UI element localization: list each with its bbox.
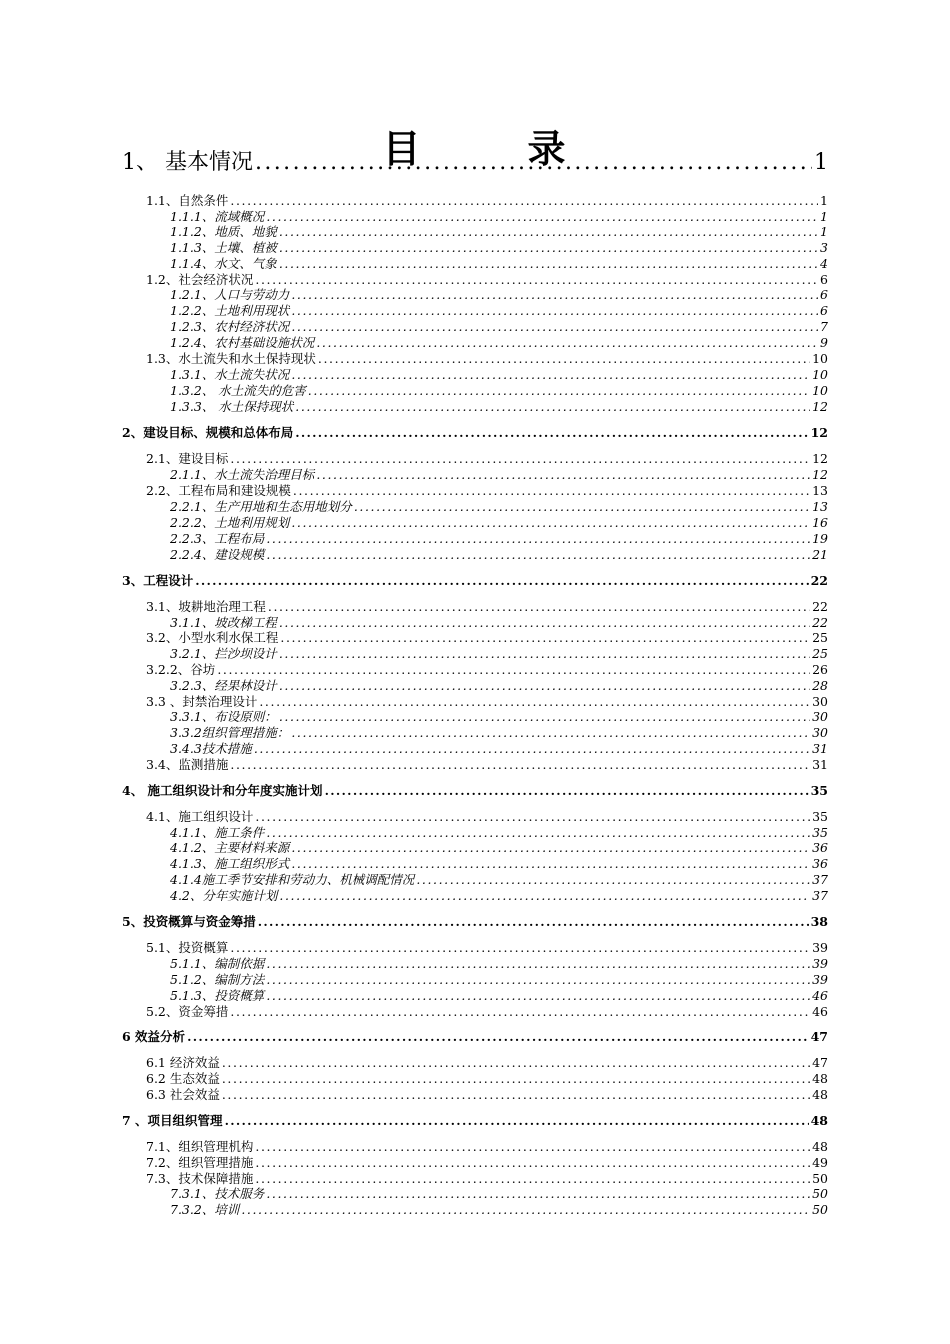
dot-leader [325, 783, 809, 798]
toc-entry-label: 6.3 社会效益 [146, 1087, 220, 1102]
toc-entry[interactable] [170, 303, 828, 318]
toc-entry-label: 5.1.1、编制依据 [170, 956, 265, 971]
dot-leader [266, 988, 810, 1003]
toc-entry-label: 4.1.3、施工组织形式 [170, 856, 290, 871]
toc-entry-page: 50 [812, 1171, 828, 1186]
toc-entry-label: 4.1.2、主要材料来源 [170, 840, 290, 855]
toc-entry-page: 30 [812, 694, 828, 709]
toc-entry-page: 22 [812, 599, 828, 614]
toc-entry-page: 39 [812, 940, 828, 955]
toc-entry-label: 2.1.1、水土流失治理目标 [170, 467, 315, 482]
toc-entry-page: 10 [812, 351, 828, 366]
dot-leader [266, 956, 810, 971]
toc-entry[interactable] [170, 256, 828, 271]
toc-entry-label: 1.2.1、人口与劳动力 [170, 287, 290, 302]
toc-entry-page: 35 [812, 809, 828, 824]
dot-leader [266, 531, 810, 546]
dot-leader [291, 287, 818, 302]
toc-entry-page: 50 [812, 1186, 828, 1201]
toc-entry[interactable] [146, 483, 828, 498]
toc-entry-page: 7 [820, 319, 828, 334]
toc-title-char-1: 目 [382, 126, 423, 171]
toc-entry-label: 1、 基本情况 [122, 150, 253, 175]
toc-entry[interactable] [170, 467, 828, 482]
toc-entry-label: 4、 施工组织设计和分年度实施计划 [122, 783, 323, 798]
toc-entry-label: 1.1、自然条件 [146, 193, 229, 208]
toc-entry-label: 3.2.2、谷坊 [146, 662, 216, 677]
toc-entry[interactable] [146, 351, 828, 366]
dot-leader [279, 224, 818, 239]
toc-entry-label: 7.3、技术保障措施 [146, 1171, 254, 1186]
toc-entry-label: 5.1.3、投资概算 [170, 988, 265, 1003]
toc-entry-label: 1.3、水土流失和水土保持现状 [146, 351, 316, 366]
toc-entry[interactable] [146, 1155, 828, 1170]
dot-leader [280, 630, 810, 645]
toc-entry-label: 4.1.1、施工条件 [170, 825, 265, 840]
toc-entry-label: 3.2.1、拦沙坝设计 [170, 646, 277, 661]
toc-entry[interactable] [170, 1202, 828, 1217]
toc-entry[interactable] [170, 840, 828, 855]
dot-leader [255, 272, 818, 287]
dot-leader [230, 757, 810, 772]
toc-entry-label: 1.2.4、农村基础设施状况 [170, 335, 315, 350]
toc-entry-label: 1.3.3、 水土保持现状 [170, 399, 294, 414]
toc-entry[interactable] [170, 872, 828, 887]
toc-entry[interactable] [146, 451, 828, 466]
toc-entry[interactable] [170, 383, 828, 398]
toc-entry-page: 12 [812, 399, 828, 414]
toc-entry-page: 37 [812, 872, 828, 887]
toc-entry-label: 3.1、坡耕地治理工程 [146, 599, 266, 614]
dot-leader [255, 1155, 810, 1170]
dot-leader [316, 467, 810, 482]
toc-entry[interactable] [146, 694, 828, 709]
dot-leader [291, 303, 818, 318]
toc-entry[interactable] [170, 224, 828, 239]
toc-entry-page: 12 [812, 451, 828, 466]
dot-leader [279, 646, 810, 661]
toc-entry-label: 4.1、施工组织设计 [146, 809, 254, 824]
toc-entry-label: 3.2、小型水利水保工程 [146, 630, 279, 645]
dot-leader [279, 256, 818, 271]
toc-entry-label: 1.3.2、 水土流失的危害 [170, 383, 306, 398]
toc-entry-page: 1 [814, 150, 828, 175]
toc-entry-page: 30 [812, 725, 828, 740]
toc-entry-label: 7.2、组织管理措施 [146, 1155, 254, 1170]
toc-entry[interactable] [170, 988, 828, 1003]
toc-entry[interactable] [170, 1186, 828, 1201]
toc-entry-page: 22 [810, 573, 828, 588]
toc-entry-label: 1.2、社会经济状况 [146, 272, 254, 287]
toc-entry-page: 47 [810, 1029, 828, 1044]
toc-entry-page: 36 [812, 856, 828, 871]
toc-entry-label: 2.2.2、土地利用规划 [170, 515, 290, 530]
toc-entry-page: 26 [812, 662, 828, 677]
toc-entry[interactable] [170, 825, 828, 840]
toc-entry[interactable] [122, 914, 828, 929]
toc-entry[interactable] [122, 151, 828, 175]
toc-entry-page: 25 [812, 646, 828, 661]
toc-entry-page: 38 [810, 914, 828, 929]
toc-entry-label: 3.3.1、布设原则： [170, 709, 277, 724]
toc-entry[interactable] [170, 319, 828, 334]
dot-leader [266, 825, 810, 840]
toc-entry[interactable] [170, 547, 828, 562]
toc-entry[interactable] [122, 573, 828, 588]
toc-entry[interactable] [170, 367, 828, 382]
toc-entry-label: 3.1.1、坡改梯工程 [170, 615, 277, 630]
dot-leader [230, 451, 810, 466]
toc-entry-label: 7.3.2、培训 [170, 1202, 240, 1217]
dot-leader [291, 725, 810, 740]
toc-entry[interactable] [146, 272, 828, 287]
toc-entry-label: 3.4.3技术措施 [170, 741, 252, 756]
toc-entry[interactable] [146, 630, 828, 645]
dot-leader [279, 240, 818, 255]
dot-leader [255, 1139, 810, 1154]
toc-entry[interactable] [146, 193, 828, 208]
toc-entry-page: 48 [812, 1071, 828, 1086]
toc-entry[interactable] [122, 783, 828, 798]
toc-title-char-2: 录 [527, 126, 568, 171]
toc-entry-page: 25 [812, 630, 828, 645]
toc-entry[interactable] [122, 425, 828, 440]
toc-entry-label: 3.2.3、经果林设计 [170, 678, 277, 693]
toc-entry[interactable] [146, 662, 828, 677]
toc-entry-label: 6.1 经济效益 [146, 1055, 220, 1070]
dot-leader [230, 1004, 810, 1019]
dot-leader [293, 483, 810, 498]
dot-leader [255, 1171, 810, 1186]
dot-leader [308, 383, 810, 398]
toc-entry-page: 22 [812, 615, 828, 630]
toc-entry-page: 31 [812, 757, 828, 772]
toc-entry-page: 6 [820, 287, 828, 302]
dot-leader [255, 151, 812, 175]
dot-leader [241, 1202, 810, 1217]
toc-entry-page: 16 [812, 515, 828, 530]
toc-entry[interactable] [146, 1071, 828, 1086]
toc-entry-page: 46 [812, 1004, 828, 1019]
dot-leader [187, 1029, 809, 1044]
toc-entry-page: 12 [810, 425, 828, 440]
toc-entry[interactable] [146, 940, 828, 955]
toc-entry-label: 1.2.3、农村经济状况 [170, 319, 290, 334]
dot-leader [259, 694, 810, 709]
toc-entry-page: 3 [820, 240, 828, 255]
toc-entry-label: 2、建设目标、规模和总体布局 [122, 425, 294, 440]
toc-entry[interactable] [146, 1171, 828, 1186]
toc-entry-page: 4 [820, 256, 828, 271]
toc-entry-label: 1.3.1、水土流失状况 [170, 367, 290, 382]
toc-entry-label: 1.2.2、土地利用现状 [170, 303, 290, 318]
dot-leader [254, 741, 810, 756]
toc-entry-page: 46 [812, 988, 828, 1003]
toc-entry-page: 39 [812, 972, 828, 987]
toc-entry[interactable] [170, 678, 828, 693]
toc-entry[interactable] [146, 1055, 828, 1070]
toc-entry[interactable] [170, 856, 828, 871]
toc-entry[interactable] [146, 757, 828, 772]
dot-leader [268, 599, 810, 614]
dot-leader [291, 515, 810, 530]
toc-entry-page: 19 [812, 531, 828, 546]
toc-entry[interactable] [170, 515, 828, 530]
dot-leader [318, 351, 810, 366]
toc-entry[interactable] [170, 399, 828, 414]
dot-leader [279, 709, 810, 724]
dot-leader [230, 940, 810, 955]
toc-entry-page: 49 [812, 1155, 828, 1170]
toc-entry-label: 1.1.2、地质、地貌 [170, 224, 277, 239]
toc-entry[interactable] [170, 531, 828, 546]
dot-leader [225, 1113, 809, 1128]
toc-entry-label: 7 、项目组织管理 [122, 1113, 223, 1128]
toc-entry[interactable] [146, 1004, 828, 1019]
toc-entry[interactable] [146, 809, 828, 824]
dot-leader [279, 678, 810, 693]
toc-entry-page: 48 [810, 1113, 828, 1128]
toc-entry-page: 9 [820, 335, 828, 350]
toc-entry-page: 36 [812, 840, 828, 855]
toc-entry-page: 10 [812, 367, 828, 382]
toc-entry-label: 2.1、建设目标 [146, 451, 229, 466]
toc-entry-label: 4.2、分年实施计划 [170, 888, 278, 903]
toc-entry[interactable] [170, 972, 828, 987]
dot-leader [354, 499, 810, 514]
dot-leader [291, 840, 810, 855]
dot-leader [291, 367, 810, 382]
dot-leader [217, 662, 810, 677]
toc-entry-label: 2.2.3、工程布局 [170, 531, 265, 546]
toc-entry[interactable] [170, 956, 828, 971]
toc-entry-page: 6 [820, 272, 828, 287]
toc-entry[interactable] [122, 1113, 828, 1128]
toc-entry[interactable] [146, 599, 828, 614]
toc-entry-page: 30 [812, 709, 828, 724]
dot-leader [266, 547, 810, 562]
dot-leader [230, 193, 818, 208]
toc-entry-label: 3.4、监测措施 [146, 757, 229, 772]
toc-entry-page: 48 [812, 1087, 828, 1102]
toc-entry-label: 5、投资概算与资金筹措 [122, 914, 256, 929]
dot-leader [222, 1087, 810, 1102]
dot-leader [295, 399, 810, 414]
dot-leader [291, 319, 818, 334]
toc-entry-page: 1 [820, 209, 828, 224]
toc-entry[interactable] [170, 240, 828, 255]
toc-entry-label: 7.3.1、技术服务 [170, 1186, 265, 1201]
dot-leader [316, 335, 818, 350]
toc-entry-label: 1.1.1、流域概况 [170, 209, 265, 224]
dot-leader [258, 914, 809, 929]
dot-leader [222, 1055, 810, 1070]
toc-entry-label: 3、工程设计 [122, 573, 194, 588]
toc-entry-page: 13 [812, 499, 828, 514]
toc-entry-label: 3.3.2组织管理措施： [170, 725, 290, 740]
toc-entry[interactable] [170, 615, 828, 630]
toc-entry-page: 35 [810, 783, 828, 798]
toc-entry-label: 7.1、组织管理机构 [146, 1139, 254, 1154]
dot-leader [279, 615, 810, 630]
toc-entry[interactable] [170, 335, 828, 350]
toc-entry[interactable] [170, 725, 828, 740]
toc-entry-page: 47 [812, 1055, 828, 1070]
toc-entry-label: 1.1.3、土壤、植被 [170, 240, 277, 255]
toc-entry-page: 28 [812, 678, 828, 693]
toc-entry-page: 10 [812, 383, 828, 398]
toc-entry[interactable] [170, 888, 828, 903]
toc-entry[interactable] [146, 1139, 828, 1154]
dot-leader [266, 209, 818, 224]
toc-entry-page: 39 [812, 956, 828, 971]
toc-entry-page: 35 [812, 825, 828, 840]
toc-entry-label: 6.2 生态效益 [146, 1071, 220, 1086]
toc-entry-page: 6 [820, 303, 828, 318]
dot-leader [255, 809, 810, 824]
dot-leader [266, 972, 810, 987]
toc-entry[interactable] [170, 646, 828, 661]
dot-leader [266, 1186, 810, 1201]
toc-entry-label: 5.1、投资概算 [146, 940, 229, 955]
dot-leader [295, 425, 808, 440]
dot-leader [416, 872, 810, 887]
dot-leader [279, 888, 810, 903]
toc-entry[interactable] [170, 709, 828, 724]
toc-entry-page: 13 [812, 483, 828, 498]
toc-entry-page: 31 [812, 741, 828, 756]
toc-entry-page: 1 [820, 224, 828, 239]
toc-entry-label: 2.2.1、生产用地和生态用地划分 [170, 499, 352, 514]
toc-entry-label: 3.3 、封禁治理设计 [146, 694, 258, 709]
toc-entry-label: 4.1.4施工季节安排和劳动力、机械调配情况 [170, 872, 415, 887]
toc-entry-label: 6 效益分析 [122, 1029, 186, 1044]
toc-entry-page: 12 [812, 467, 828, 482]
toc-entry-page: 50 [812, 1202, 828, 1217]
toc-entry-page: 37 [812, 888, 828, 903]
dot-leader [291, 856, 810, 871]
toc-entry-label: 2.2、工程布局和建设规模 [146, 483, 291, 498]
toc-entry[interactable] [170, 499, 828, 514]
toc-entry[interactable] [146, 1087, 828, 1102]
toc-entry[interactable] [170, 741, 828, 756]
toc-entry-page: 48 [812, 1139, 828, 1154]
dot-leader [195, 573, 808, 588]
toc-entry-page: 1 [820, 193, 828, 208]
toc-entry-page: 21 [812, 547, 828, 562]
toc-entry[interactable] [122, 1029, 828, 1044]
toc-entry[interactable] [170, 209, 828, 224]
dot-leader [222, 1071, 810, 1086]
toc-entry[interactable] [170, 287, 828, 302]
toc-entry-label: 2.2.4、建设规模 [170, 547, 265, 562]
toc-entry-label: 5.1.2、编制方法 [170, 972, 265, 987]
toc-entry-label: 1.1.4、水文、气象 [170, 256, 277, 271]
toc-entry-label: 5.2、资金筹措 [146, 1004, 229, 1019]
